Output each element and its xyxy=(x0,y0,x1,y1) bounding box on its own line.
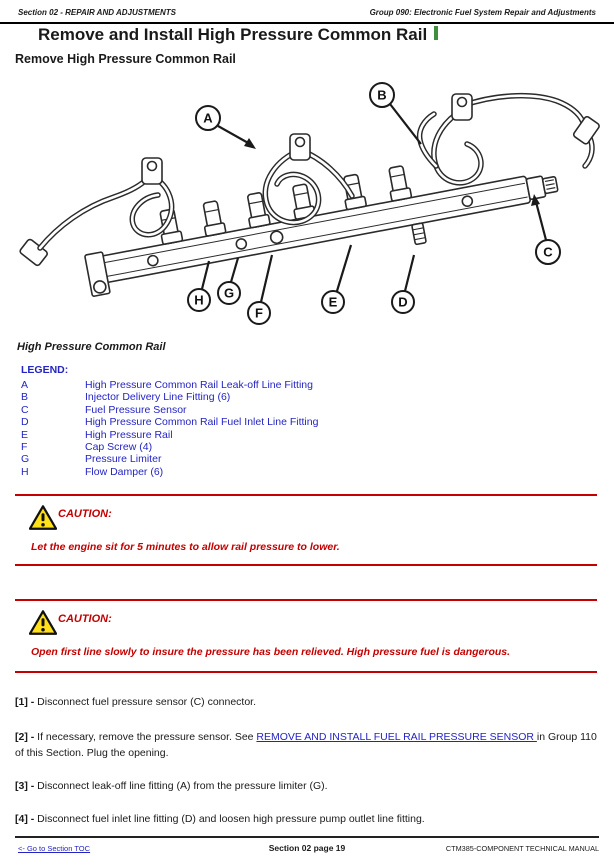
callout-A xyxy=(196,106,256,149)
step-4 xyxy=(15,811,597,827)
caution-block xyxy=(15,494,597,566)
legend-label: High Pressure Common Rail Leak-off Line Fitting xyxy=(85,379,313,391)
legend-key: D xyxy=(21,416,29,429)
legend-label: High Pressure Rail xyxy=(85,428,173,441)
cap-screw xyxy=(147,255,159,267)
step-number: [4] - xyxy=(15,813,35,825)
caution-message: Let the engine sit for 5 minutes to allow rail pressure to lower. xyxy=(31,541,340,553)
figure-caption: High Pressure Common Rail xyxy=(17,341,166,353)
manual-id: CTM385-COMPONENT TECHNICAL MANUAL xyxy=(445,844,599,853)
legend-label: Fuel Pressure Sensor xyxy=(85,403,187,416)
step-3 xyxy=(15,778,597,794)
caution-label: CAUTION: xyxy=(58,613,112,625)
callout-H xyxy=(188,261,210,311)
page-number: Section 02 page 19 xyxy=(268,843,346,853)
legend-item xyxy=(21,441,318,453)
callout-F xyxy=(248,255,272,324)
legend-item xyxy=(21,379,318,391)
legend-item xyxy=(21,416,318,428)
legend-label: Injector Delivery Line Fitting (6) xyxy=(85,391,231,404)
title-bookmark-marker xyxy=(434,26,438,40)
cap-screw xyxy=(461,195,473,207)
common-rail-illustration xyxy=(0,80,614,345)
warning-triangle-icon xyxy=(29,504,57,531)
step-2 xyxy=(15,729,597,761)
legend-item xyxy=(21,466,318,478)
callout-C xyxy=(531,194,560,264)
pressure-sensor-procedure-link[interactable]: REMOVE AND INSTALL FUEL RAIL PRESSURE SENSOR xyxy=(256,731,537,743)
step-text: If necessary, remove the pressure sensor. See xyxy=(37,731,257,743)
legend-item xyxy=(21,453,318,465)
line-clamp xyxy=(452,94,472,120)
step-number: [2] - xyxy=(15,731,35,743)
callout-B xyxy=(370,83,421,144)
svg-text:E: E xyxy=(328,294,338,310)
legend-label: High Pressure Common Rail Fuel Inlet Line Fitting xyxy=(85,416,319,429)
step-text: Disconnect fuel inlet line fitting (D) and loosen high pressure pump outlet line fitting. xyxy=(37,813,425,825)
svg-text:B: B xyxy=(377,87,387,103)
svg-text:G: G xyxy=(223,285,235,301)
caution-block xyxy=(15,599,597,673)
caution-message: Open first line slowly to insure the pressure has been relieved. High pressure fuel is dangerous. xyxy=(31,646,511,658)
legend-key: E xyxy=(21,428,29,441)
header-section-label: Section 02 - REPAIR AND ADJUSTMENTS xyxy=(18,8,176,17)
page-title xyxy=(38,25,438,45)
step-text: in Group 110 of this Section. Plug the opening. xyxy=(15,731,597,759)
step-text: Disconnect leak-off line fitting (A) from the pressure limiter (G). xyxy=(37,780,328,792)
page-footer xyxy=(15,836,599,853)
callout-E xyxy=(322,245,351,313)
go-to-section-toc-link[interactable]: <- Go to Section TOC xyxy=(18,844,91,853)
caution-label: CAUTION: xyxy=(58,508,112,520)
legend-item xyxy=(21,391,318,403)
legend xyxy=(21,364,318,478)
legend-key: G xyxy=(21,453,30,466)
legend-key: B xyxy=(21,391,29,404)
procedure-subtitle: Remove High Pressure Common Rail xyxy=(15,52,236,66)
legend-label: Pressure Limiter xyxy=(85,453,162,466)
callout-D xyxy=(392,255,414,313)
line-clamp xyxy=(142,158,162,184)
legend-key: F xyxy=(21,441,28,454)
page-title-text: Remove and Install High Pressure Common Rail xyxy=(38,25,428,44)
step-number: [3] - xyxy=(15,780,35,792)
step-number: [1] - xyxy=(15,696,35,708)
fuel-pressure-sensor xyxy=(526,174,558,200)
legend-key: A xyxy=(21,379,29,391)
svg-text:D: D xyxy=(398,294,408,310)
pressure-limiter xyxy=(235,238,247,250)
fuel-inlet-stud xyxy=(412,223,427,245)
legend-title: LEGEND: xyxy=(21,364,69,376)
legend-item xyxy=(21,404,318,416)
svg-text:H: H xyxy=(194,292,204,308)
legend-item xyxy=(21,429,318,441)
step-1 xyxy=(15,694,597,710)
line-nut xyxy=(573,116,601,145)
legend-label: Cap Screw (4) xyxy=(85,441,153,454)
svg-text:C: C xyxy=(543,244,553,260)
svg-text:A: A xyxy=(203,110,213,126)
page-header xyxy=(0,0,614,24)
legend-key: C xyxy=(21,403,29,416)
warning-triangle-icon xyxy=(29,609,57,636)
callout-G xyxy=(218,258,240,304)
legend-label: Flow Damper (6) xyxy=(85,465,164,478)
line-clamp xyxy=(290,134,310,160)
legend-key: H xyxy=(21,465,29,478)
svg-text:F: F xyxy=(255,305,263,321)
header-group-label: Group 090: Electronic Fuel System Repair and Adjustments xyxy=(369,8,596,17)
step-text: Disconnect fuel pressure sensor (C) connector. xyxy=(37,696,257,708)
